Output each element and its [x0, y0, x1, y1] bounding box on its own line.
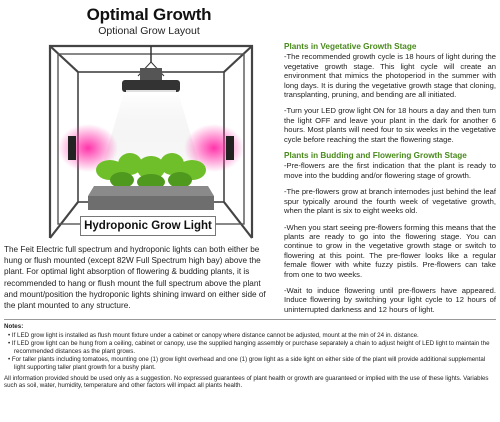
- notes-bullet: • For taller plants including tomatoes, mounting one (1) grow light overhead and one (1) grow light as a side light on either side of the plant will provide additional supplemental light supporting taller plant growth for a bushy plant.: [8, 356, 486, 371]
- vegetative-paragraph: -Turn your LED grow light ON for 18 hours a day and then turn the light OFF and leave your plant in the dark for another 6 hours. Most plants will need four to six weeks in the vegetative cycle before reaching the start the flowering stage.: [284, 106, 496, 144]
- notes-heading: Notes:: [4, 323, 24, 330]
- notes-bullet: • If LED grow light is installed as flush mount fixture under a cabinet or canopy where distance cannot be adjusted, mount at the min of 24 in. distance.: [8, 331, 419, 339]
- mounting-paragraph: The Feit Electric full spectrum and hydroponic lights can both either be hung or flush mounted (except 82W Full Spectrum high bay) above the plant. For optimal light absorption of flowering & budding plants, it is recommended to hang or flush mount the full spectrum above the plant and mount/position the hydroponic lights shining inward on either side of the plant mounted to any structure.: [4, 245, 266, 311]
- left-side-light: [68, 136, 76, 160]
- grow-room-illustration: [38, 40, 264, 240]
- section-heading-flowering: Plants in Budding and Flowering Growth Stage: [284, 151, 467, 161]
- grow-light-label: Hydroponic Grow Light: [80, 216, 216, 236]
- notes-section: [4, 319, 496, 390]
- flowering-paragraph: -Wait to induce flowering until pre-flowers have appeared. Induce flowering by switching your light cycle to 12 hours of uninterrupted darkness and 12 hours of light.: [284, 285, 496, 314]
- overhead-light: [104, 46, 198, 160]
- right-side-light: [226, 136, 234, 160]
- planter-tray: [88, 186, 214, 210]
- disclaimer: All information provided should be used only as a suggestion. No expressed guarantees of plant health or growth are guaranteed or implied with the use of these lights. Variables such as soil, water, humidity, temperature and other factors will impact all plants health.: [4, 374, 489, 390]
- section-heading-vegetative: Plants in Vegetative Growth Stage: [284, 42, 417, 51]
- page-title: Optimal Growth: [86, 5, 212, 24]
- notes-bullet: • If LED grow light can be hung from a ceiling, cabinet or canopy, use the supplied hanging assembly or purchase separately a chain to adjust height of LED light to maintain the recommended distances as the plant grows.: [8, 340, 490, 355]
- page-subtitle: Optional Grow Layout: [98, 25, 200, 37]
- flowering-paragraph: -The pre-flowers grow at branch internodes just behind the leaf spur typically around the fourth week of vegetative growth, when the plant is six to eight weeks old.: [284, 187, 496, 216]
- flowering-paragraph: -Pre-flowers are the first indication that the plant is ready to move into the budding and/or flowering stage of growth.: [284, 161, 496, 180]
- flowering-paragraph: -When you start seeing pre-flowers forming this means that the plants are ready to go into the flowering stage. You can continue to grow in the vegetative growth stage or switch to flowering at this point. The pre-flower looks like a regular female flower with white fuzzy pistils. Pre-flowers can take from one to two weeks.: [284, 222, 496, 279]
- growth-stages-column: [284, 42, 496, 321]
- vegetative-paragraph: -The recommended growth cycle is 18 hours of light during the vegetative growth stage. This light cycle will create an environment that mimics the photoperiod in the summer with long days. It is during the vegetative growth stage that cloning, transplanting, pruning, and bending are all initiated.: [284, 52, 496, 100]
